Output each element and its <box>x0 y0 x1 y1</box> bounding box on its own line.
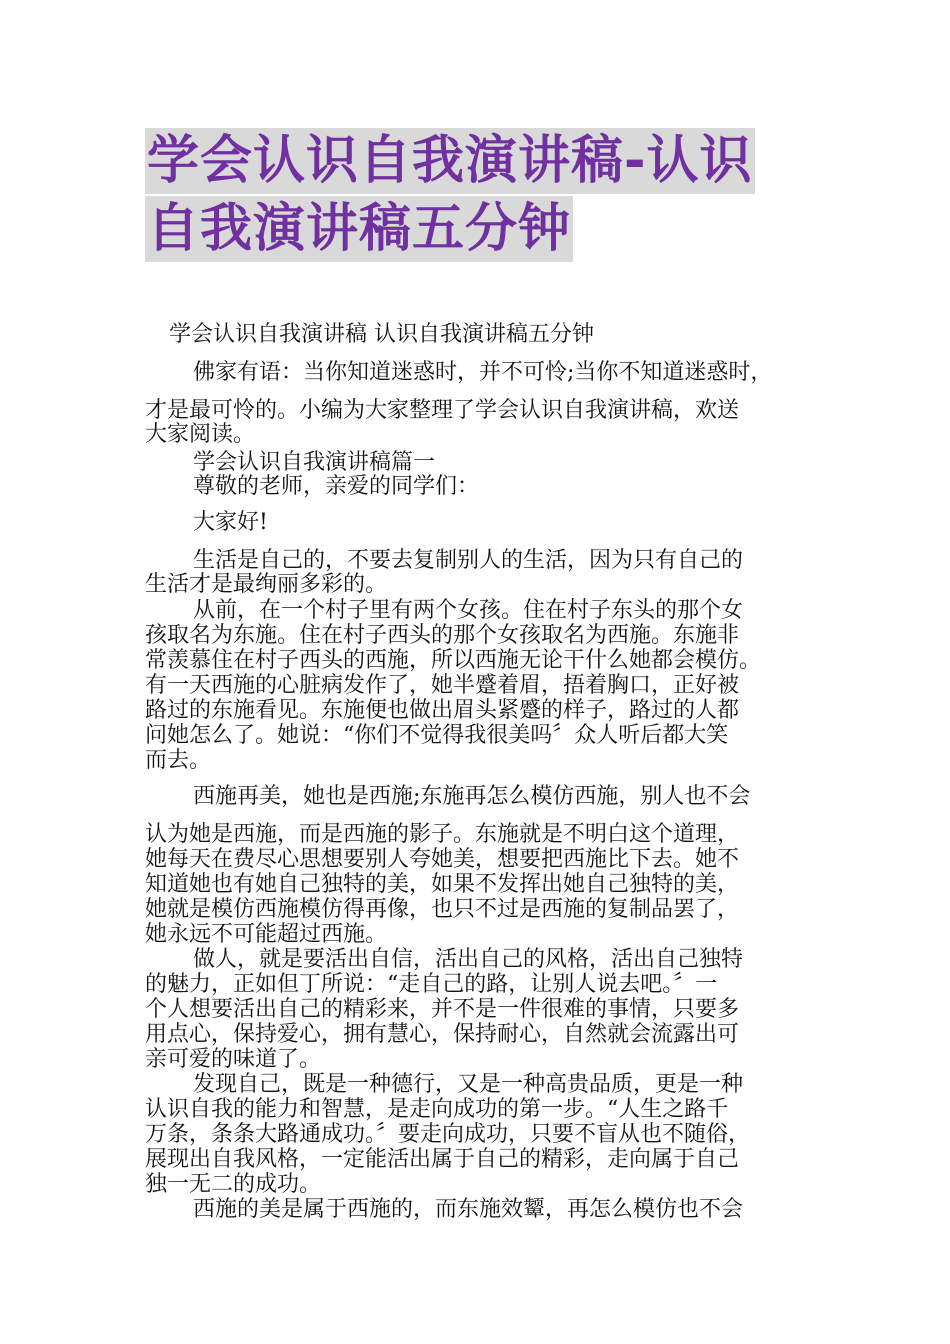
paragraph-line: 问她怎么了。她说：“你们不觉得我很美吗〞众人听后都大笑 <box>145 723 729 748</box>
title-line-2: 自我演讲稿五分钟 <box>145 196 573 262</box>
title-line-1: 学会认识自我演讲稿-认识 <box>145 128 755 194</box>
paragraph-line: 西施的美是属于西施的，而东施效颦，再怎么模仿也不会 <box>193 1197 744 1222</box>
section-heading: 学会认识自我演讲稿篇一 <box>193 450 436 475</box>
paragraph-line: 有一天西施的心脏病发作了，她半蹙着眉，捂着胸口，正好被 <box>145 673 740 698</box>
paragraph-line: 常羡慕住在村子西头的西施，所以西施无论干什么她都会模仿。 <box>145 648 762 673</box>
paragraph-line: 而去。 <box>145 748 212 773</box>
paragraph-line: 万条，条条大路通成功。〞要走向成功，只要不盲从也不随俗， <box>145 1122 751 1147</box>
paragraph-line: 知道她也有她自己独特的美，如果不发挥出她自己独特的美， <box>145 872 740 897</box>
subtitle-line: 学会认识自我演讲稿 认识自我演讲稿五分钟 <box>169 322 594 347</box>
paragraph-line: 路过的东施看见。东施便也做出眉头紧蹙的样子，路过的人都 <box>145 698 740 723</box>
paragraph-line: 她就是模仿西施模仿得再像，也只不过是西施的复制品罢了， <box>145 897 740 922</box>
paragraph-line: 生活是自己的，不要去复制别人的生活，因为只有自己的 <box>193 548 744 573</box>
paragraph-line: 她每天在费尽心思想要别人夸她美，想要把西施比下去。她不 <box>145 847 740 872</box>
salutation-line: 尊敬的老师，亲爱的同学们： <box>193 474 480 499</box>
document-title <box>145 128 825 262</box>
paragraph-line: 佛家有语：当你知道迷惑时，并不可怜;当你不知道迷惑时， <box>193 360 773 385</box>
paragraph-line: 认为她是西施，而是西施的影子。东施就是不明白这个道理， <box>145 822 740 847</box>
paragraph-line: 生活才是最绚丽多彩的。 <box>145 572 388 597</box>
paragraph-line: 孩取名为东施。住在村子西头的那个女孩取名为西施。东施非 <box>145 623 740 648</box>
paragraph-line: 才是最可怜的。小编为大家整理了学会认识自我演讲稿，欢送 <box>145 398 740 423</box>
paragraph-line: 亲可爱的味道了。 <box>145 1047 322 1072</box>
paragraph-line: 大家阅读。 <box>145 422 256 447</box>
paragraph-line: 独一无二的成功。 <box>145 1172 322 1197</box>
paragraph-line: 发现自己，既是一种德行，又是一种高贵品质，更是一种 <box>193 1072 744 1097</box>
greeting-line: 大家好! <box>193 510 268 535</box>
paragraph-line: 个人想要活出自己的精彩来，并不是一件很难的事情，只要多 <box>145 997 740 1022</box>
paragraph-line: 从前，在一个村子里有两个女孩。住在村子东头的那个女 <box>193 598 744 623</box>
paragraph-line: 的魅力，正如但丁所说：“走自己的路，让别人说去吧。〞一 <box>145 972 718 997</box>
paragraph-line: 她永远不可能超过西施。 <box>145 922 388 947</box>
paragraph-line: 展现出自我风格，一定能活出属于自己的精彩，走向属于自己 <box>145 1147 740 1172</box>
paragraph-line: 西施再美，她也是西施;东施再怎么模仿西施，别人也不会 <box>193 784 751 809</box>
paragraph-line: 用点心，保持爱心，拥有慧心，保持耐心，自然就会流露出可 <box>145 1022 740 1047</box>
paragraph-line: 做人，就是要活出自信，活出自己的风格，活出自己独特 <box>193 947 744 972</box>
paragraph-line: 认识自我的能力和智慧，是走向成功的第一步。“人生之路千 <box>145 1097 729 1122</box>
